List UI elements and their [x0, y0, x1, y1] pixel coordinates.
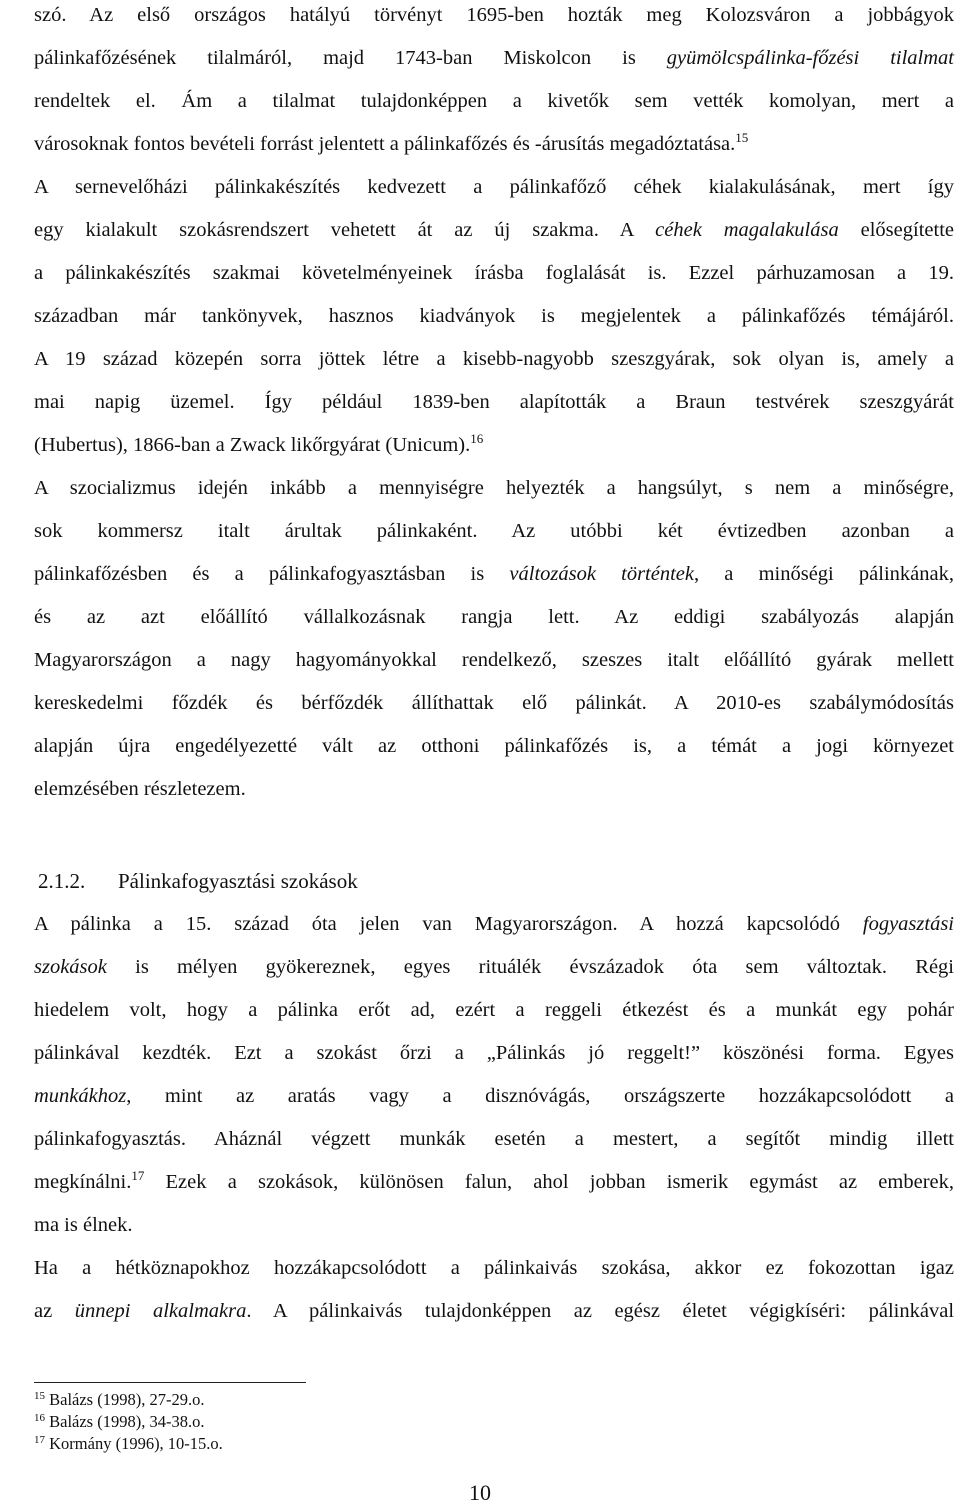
- italic-term: szokások: [34, 956, 107, 978]
- body-line: szó. Az első országos hatályú törvényt 1695-ben hozták meg Kolozsváron a jobbágyok: [34, 4, 954, 26]
- body-line: A szocializmus idején inkább a mennyiségre helyezték a hangsúlyt, s nem a minőségre,: [34, 477, 954, 499]
- body-line: században már tankönyvek, hasznos kiadványok is megjelentek a pálinkafőzés témájáról.: [34, 305, 954, 327]
- body-line: kereskedelmi főzdék és bérfőzdék állíthattak elő pálinkát. A 2010-es szabálymódosítás: [34, 692, 954, 714]
- footnote: [34, 1434, 223, 1454]
- body-line: a pálinkakészítés szakmai követelményeinek írásba foglalását is. Ezzel párhuzamosan a 19.: [34, 262, 954, 284]
- body-line: és az azt előállító vállalkozásnak rangja lett. Az eddigi szabályozás alapján: [34, 606, 954, 628]
- footnote: [34, 1390, 204, 1410]
- footnote-number: 17: [34, 1434, 45, 1446]
- body-line: pálinkafogyasztás. Aháznál végzett munkák esetén a mestert, a segítőt mindig illett: [34, 1128, 954, 1150]
- footnote-number: 15: [34, 1390, 45, 1402]
- section-title: Pálinkafogyasztási szokások: [118, 869, 358, 893]
- body-line: megkínálni.$^{17}$ Ezek a szokások, különösen falun, ahol jobban ismerik egymást az emberek,: [34, 1168, 954, 1193]
- body-line: rendeltek el. Ám a tilalmat tulajdonképpen a kivetők sem vették komolyan, mert a: [34, 90, 954, 112]
- footnote-number: 16: [34, 1412, 45, 1424]
- body-line: elemzésében részletezem.: [34, 778, 246, 800]
- body-line: szokások is mélyen gyökereznek, egyes rituálék évszázadok óta sem változtak. Régi: [34, 956, 954, 978]
- body-line: ma is élnek.: [34, 1214, 133, 1236]
- body-line: A 19 század közepén sorra jöttek létre a kisebb-nagyobb szeszgyárak, sok olyan is, amely a: [34, 348, 954, 370]
- body-line: Ha a hétköznapokhoz hozzákapcsolódott a pálinkaivás szokása, akkor ez fokozottan igaz: [34, 1257, 954, 1279]
- italic-term: munkákhoz: [34, 1085, 127, 1107]
- italic-term: céhek magalakulása: [655, 219, 839, 241]
- body-line: pálinkafőzésének tilalmáról, majd 1743-ban Miskolcon is gyümölcspálinka-főzési tilalmat: [34, 47, 954, 69]
- footnote-ref-16: 16: [470, 431, 484, 446]
- body-line: munkákhoz, mint az aratás vagy a disznóvágás, országszerte hozzákapcsolódott a: [34, 1085, 954, 1107]
- section-number: 2.1.2.: [38, 869, 86, 893]
- italic-term: gyümölcspálinka-főzési tilalmat: [666, 47, 954, 69]
- footnote-text: Kormány (1996), 10-15.o.: [49, 1434, 223, 1453]
- footnote-text: Balázs (1998), 34-38.o.: [49, 1412, 205, 1431]
- body-line: hiedelem volt, hogy a pálinka erőt ad, ezért a reggeli étkezést és a munkát egy pohár: [34, 999, 954, 1021]
- body-line: mai napig üzemel. Így például 1839-ben alapították a Braun testvérek szeszgyárát: [34, 391, 954, 413]
- body-line: Magyarországon a nagy hagyományokkal rendelkező, szeszes italt előállító gyárak mellett: [34, 649, 954, 671]
- body-line: alapján újra engedélyezetté vált az otthoni pálinkafőzés is, a témát a jogi környezet: [34, 735, 954, 757]
- italic-term: változások történtek: [509, 563, 694, 585]
- section-heading: [38, 868, 358, 894]
- footnote-text: Balázs (1998), 27-29.o.: [49, 1390, 205, 1409]
- footnote-ref-17: 17: [131, 1168, 145, 1183]
- body-line: sok kommersz italt árultak pálinkaként. Az utóbbi két évtizedben azonban a: [34, 520, 954, 542]
- body-line: pálinkafőzésben és a pálinkafogyasztásban is változások történtek, a minőségi pálinkának,: [34, 563, 954, 585]
- body-line: egy kialakult szokásrendszert vehetett át az új szakma. A céhek magalakulása elősegítette: [34, 219, 954, 241]
- body-line: városoknak fontos bevételi forrást jelentett a pálinkafőzés és -árusítás megadóztatása.$^{15}$: [34, 130, 749, 155]
- page-number: 10: [469, 1480, 491, 1505]
- body-line: (Hubertus), 1866-ban a Zwack likőrgyárat (Unicum).$^{16}$: [34, 431, 484, 456]
- italic-term: ünnepi alkalmakra: [74, 1300, 247, 1322]
- body-line: az ünnepi alkalmakra. A pálinkaivás tulajdonképpen az egész életet végigkíséri: pálinkával: [34, 1300, 955, 1322]
- footnote-separator: [34, 1382, 306, 1383]
- footnote: [34, 1412, 204, 1432]
- body-line: pálinkával kezdték. Ezt a szokást őrzi a „Pálinkás jó reggelt!” köszönési forma. Egyes: [34, 1042, 954, 1064]
- body-line: A pálinka a 15. század óta jelen van Magyarországon. A hozzá kapcsolódó fogyasztási: [34, 913, 954, 935]
- body-line: A sernevelőházi pálinkakészítés kedvezett a pálinkafőző céhek kialakulásának, mert így: [34, 176, 954, 198]
- footnote-ref-15: 15: [735, 130, 749, 145]
- italic-term: fogyasztási: [862, 913, 954, 935]
